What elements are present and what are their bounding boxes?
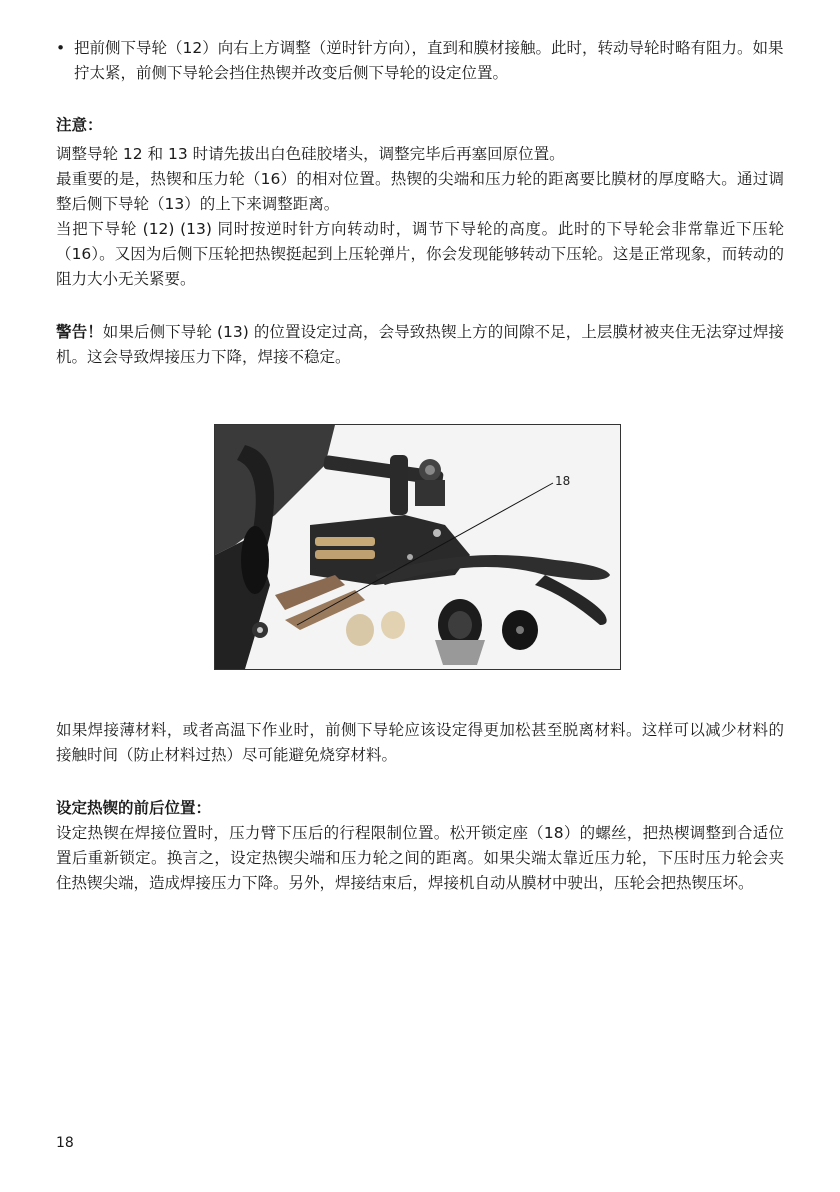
note-heading: 注意： bbox=[56, 116, 103, 134]
warning-text: 如果后侧下导轮 (13) 的位置设定过高，会导致热锲上方的间隙不足，上层膜材被夹住无法穿过焊接机。这会导致焊接压力下降，焊接不稳定。 bbox=[56, 323, 784, 366]
note-line-3: 当把下导轮 (12) (13) 同时按逆时针方向转动时，调节下导轮的高度。此时的下导轮会非常靠近下压轮（16）。又因为后侧下压轮把热锲挺起到上压轮弹片，你会发现能够转动下压轮。这是正常现象，而转动的阻力大小无关紧要。 bbox=[56, 220, 784, 288]
bullet-text: 把前侧下导轮（12）向右上方调整（逆时针方向），直到和膜材接触。此时，转动导轮时略有阻力。如果拧太紧，前侧下导轮会挡住热锲并改变后侧下导轮的设定位置。 bbox=[74, 39, 784, 82]
welder-photo bbox=[214, 424, 621, 670]
page-number: 18 bbox=[56, 1135, 74, 1151]
wedge-position-heading: 设定热锲的前后位置： bbox=[56, 799, 212, 817]
wedge-position-paragraph: 设定热锲在焊接位置时，压力臂下压后的行程限制位置。松开锁定座（18）的螺丝，把热楔调整到合适位置后重新锁定。换言之，设定热锲尖端和压力轮之间的距离。如果尖端太靠近压力轮，下压时压力轮会夹住热锲尖端，造成焊接压力下降。另外，焊接结束后，焊接机自动从膜材中驶出，压轮会把热锲压坏。 bbox=[56, 824, 784, 892]
callout-label-18: 18 bbox=[555, 474, 571, 488]
note-line-2: 最重要的是，热锲和压力轮（16）的相对位置。热锲的尖端和压力轮的距离要比膜材的厚度略大。通过调整后侧下导轮（13）的上下来调整距离。 bbox=[56, 170, 784, 213]
note-line-1: 调整导轮 12 和 13 时请先拔出白色硅胶堵头，调整完毕后再塞回原位置。 bbox=[56, 145, 565, 163]
bullet-dot: • bbox=[56, 39, 66, 57]
warning-paragraph bbox=[56, 320, 784, 370]
thin-material-paragraph: 如果焊接薄材料，或者高温下作业时，前侧下导轮应该设定得更加松甚至脱离材料。这样可以减少材料的接触时间（防止材料过热）尽可能避免烧穿材料。 bbox=[56, 721, 784, 764]
welder-illustration bbox=[215, 425, 620, 669]
warning-label: 警告！ bbox=[56, 323, 103, 341]
bullet-item bbox=[56, 36, 784, 86]
